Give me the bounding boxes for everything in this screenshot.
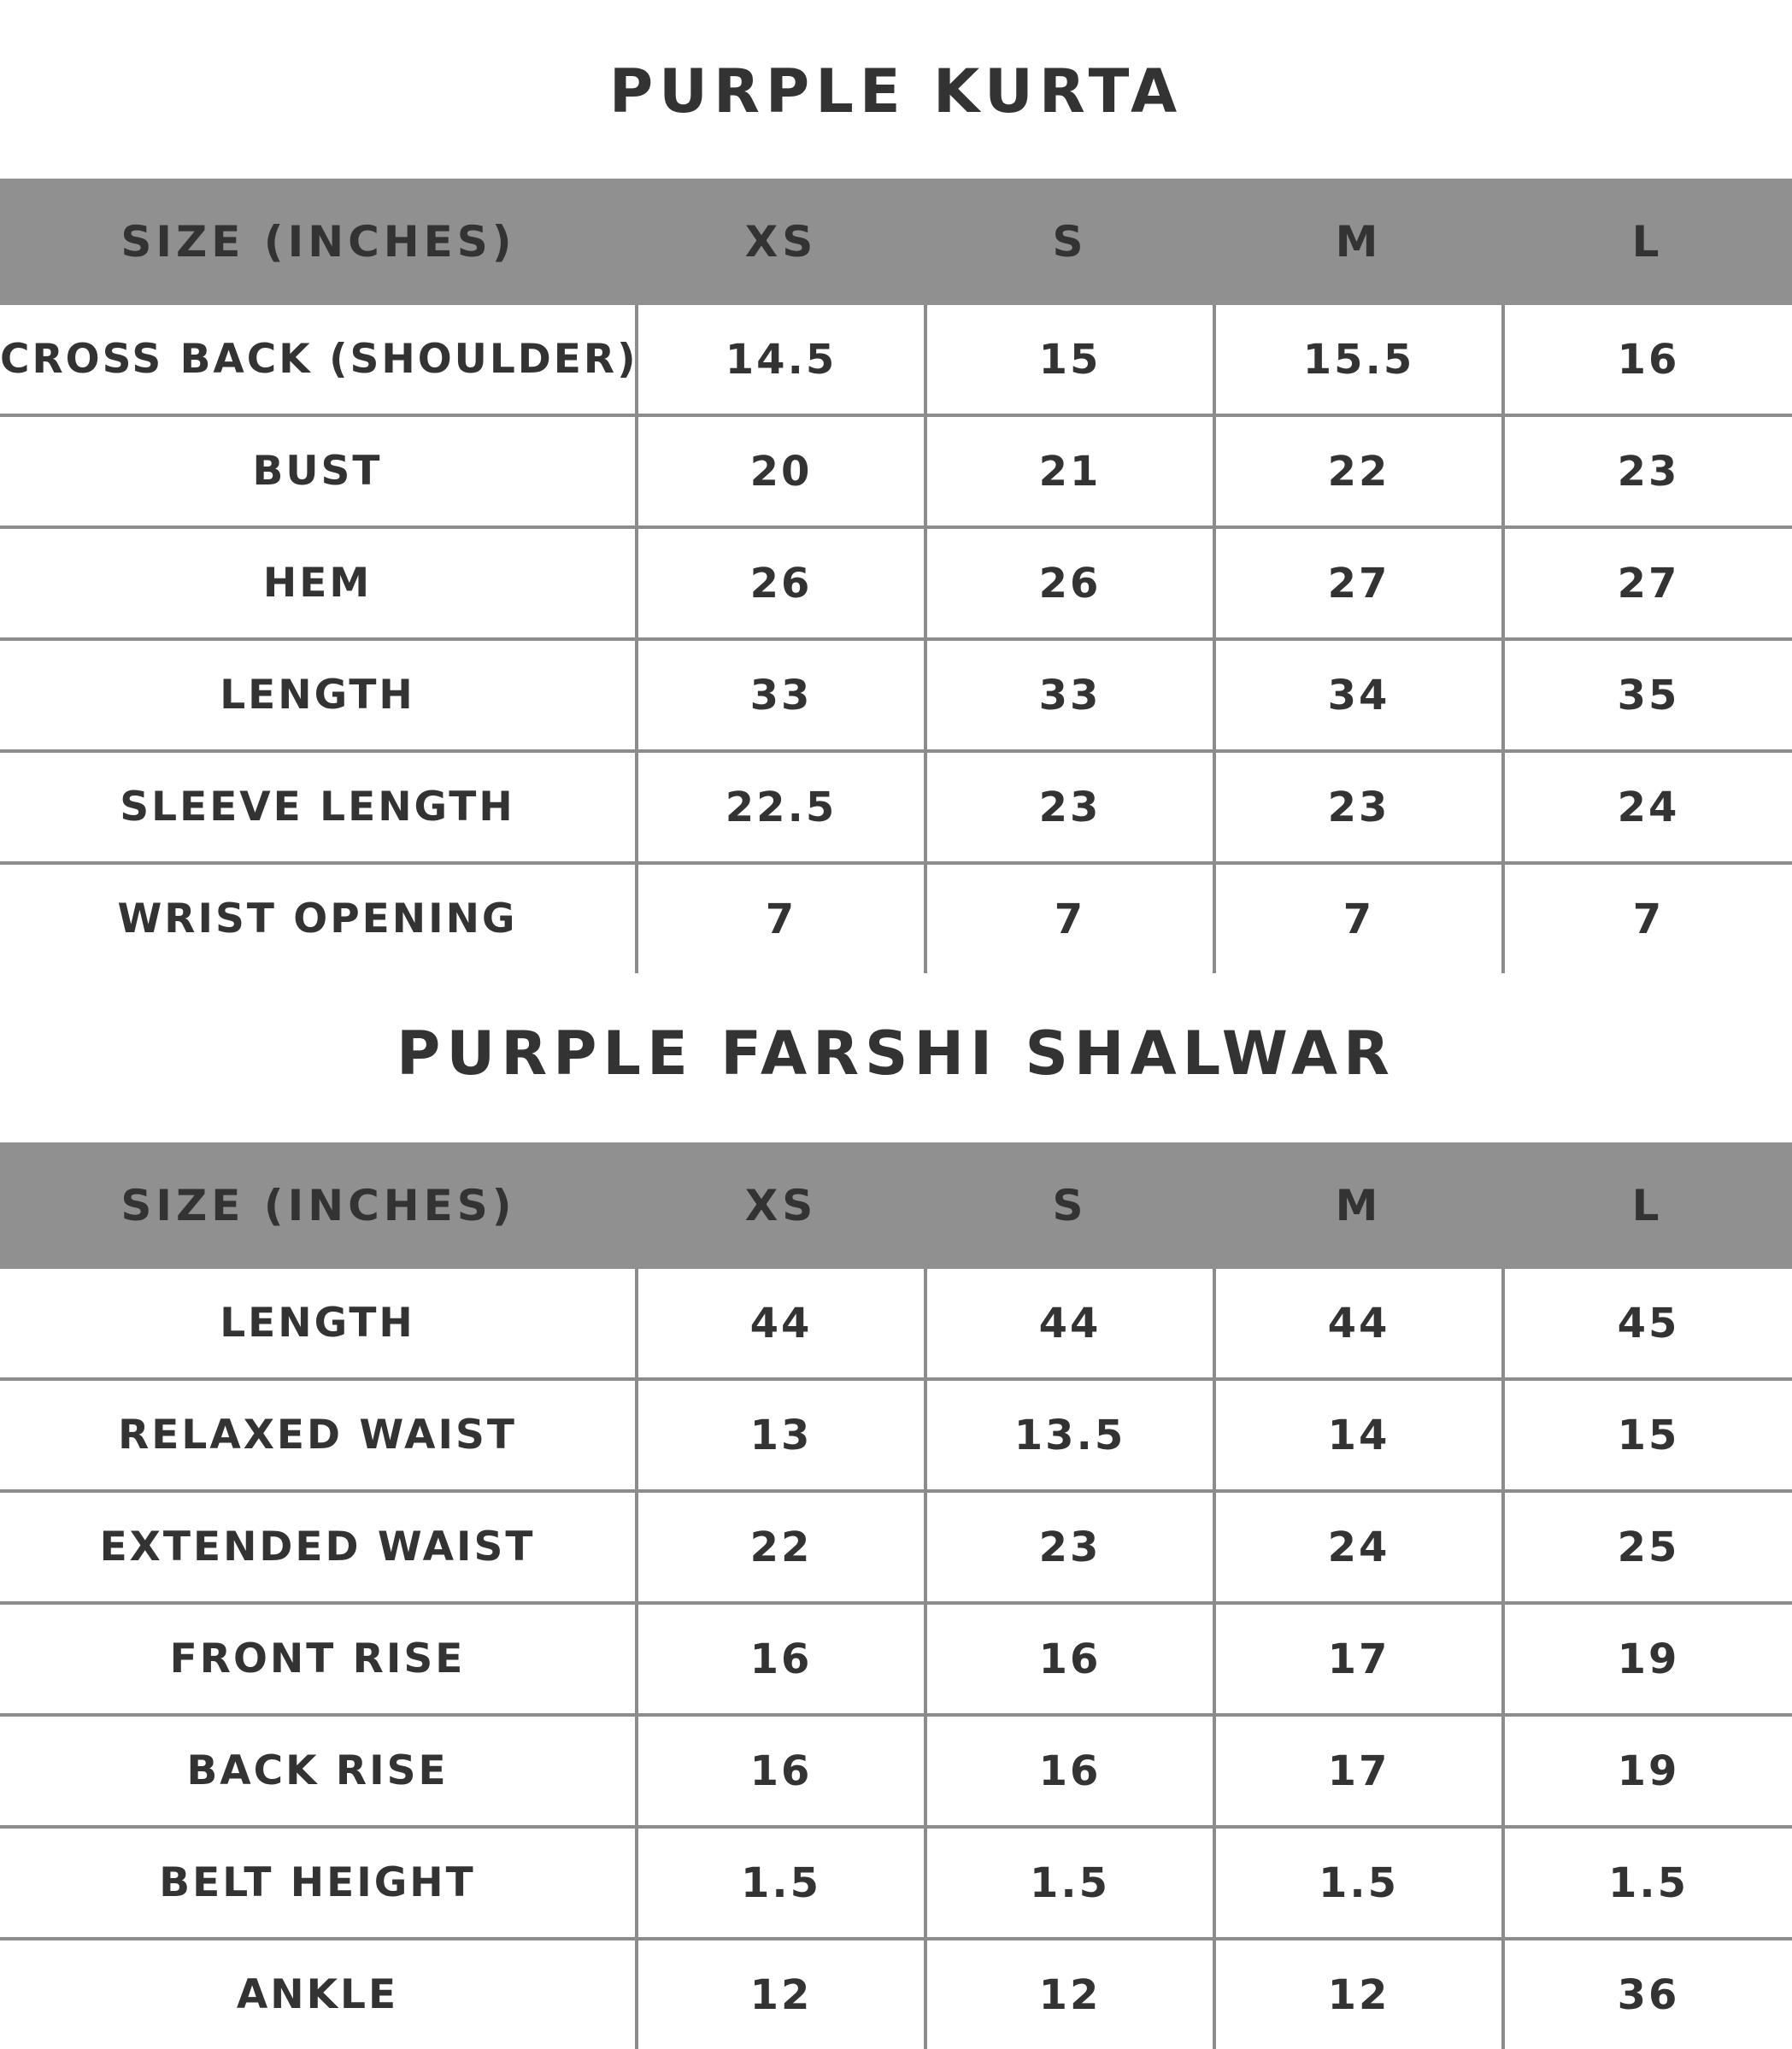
shalwar-size-table <box>0 1142 1792 2049</box>
cell-s: 13.5 <box>925 1379 1214 1491</box>
cell-s: 33 <box>925 639 1214 751</box>
cell-xs: 1.5 <box>637 1827 925 1939</box>
cell-l: 27 <box>1503 527 1792 639</box>
row-label: CROSS BACK (SHOULDER) <box>0 336 638 383</box>
cell-xs: 16 <box>637 1715 925 1827</box>
row-label: LENGTH <box>220 1300 415 1347</box>
cell-m: 15.5 <box>1214 305 1503 415</box>
cell-m: 17 <box>1214 1603 1503 1715</box>
header-size-label: SIZE (INCHES) <box>0 1142 637 1269</box>
row-label: FRONT RISE <box>0 1603 637 1715</box>
cell-m: 12 <box>1214 1939 1503 2049</box>
cell-xs: 12 <box>637 1939 925 2049</box>
row-label: BUST <box>0 415 637 527</box>
header-l: L <box>1503 179 1792 305</box>
header-xs: XS <box>637 1142 925 1269</box>
table-header-row <box>0 179 1792 305</box>
kurta-title: PURPLE KURTA <box>608 56 1184 126</box>
header-s: S <box>925 1142 1214 1269</box>
row-label: HEM <box>0 527 637 639</box>
row-label: ANKLE <box>0 1939 637 2049</box>
cell-m: 14 <box>1214 1379 1503 1491</box>
cell-xs: 22 <box>637 1491 925 1603</box>
cell-m: 34 <box>1214 639 1503 751</box>
header-l: L <box>1503 1142 1792 1269</box>
cell-m: 17 <box>1214 1715 1503 1827</box>
cell-m: 27 <box>1214 527 1503 639</box>
cell-s: 21 <box>925 415 1214 527</box>
cell-l: 19 <box>1503 1715 1792 1827</box>
row-label: BACK RISE <box>0 1715 637 1827</box>
cell-l: 19 <box>1503 1603 1792 1715</box>
cell-l: 24 <box>1503 751 1792 863</box>
cell-l: 16 <box>1503 305 1792 415</box>
header-m: M <box>1214 179 1503 305</box>
table-row <box>0 527 1792 639</box>
cell-m: 7 <box>1214 863 1503 973</box>
header-m: M <box>1214 1142 1503 1269</box>
row-label: BELT HEIGHT <box>0 1827 637 1939</box>
cell-xs: 22.5 <box>637 751 925 863</box>
cell-xs: 7 <box>637 863 925 973</box>
cell-s: 15 <box>925 305 1214 415</box>
cell-s: 23 <box>925 1491 1214 1603</box>
shalwar-title: PURPLE FARSHI SHALWAR <box>397 1019 1395 1089</box>
table-header-row <box>0 1142 1792 1269</box>
cell-l: 23 <box>1503 415 1792 527</box>
row-label: EXTENDED WAIST <box>0 1491 637 1603</box>
table-row <box>0 1715 1792 1827</box>
cell-m: 44 <box>1214 1269 1503 1379</box>
cell-l: 36 <box>1503 1939 1792 2049</box>
row-label: LENGTH <box>0 639 637 751</box>
cell-xs: 44 <box>637 1269 925 1379</box>
cell-l: 45 <box>1503 1269 1792 1379</box>
cell-m: 23 <box>1214 751 1503 863</box>
cell-m: 1.5 <box>1214 1827 1503 1939</box>
cell-xs: 14.5 <box>637 305 925 415</box>
header-s: S <box>925 179 1214 305</box>
cell-l: 7 <box>1503 863 1792 973</box>
cell-s: 12 <box>925 1939 1214 2049</box>
table-row <box>0 863 1792 973</box>
cell-l: 1.5 <box>1503 1827 1792 1939</box>
kurta-size-table <box>0 179 1792 973</box>
cell-l: 25 <box>1503 1491 1792 1603</box>
cell-l: 35 <box>1503 639 1792 751</box>
table-row <box>0 415 1792 527</box>
cell-s: 1.5 <box>925 1827 1214 1939</box>
table-row <box>0 305 1792 415</box>
cell-s: 7 <box>925 863 1214 973</box>
header-size-label: SIZE (INCHES) <box>0 179 637 305</box>
table-row <box>0 1379 1792 1491</box>
table-row <box>0 1269 1792 1379</box>
row-label: WRIST OPENING <box>0 863 637 973</box>
table-row <box>0 1827 1792 1939</box>
table-row <box>0 1491 1792 1603</box>
cell-s: 44 <box>925 1269 1214 1379</box>
row-label: RELAXED WAIST <box>0 1379 637 1491</box>
cell-s: 26 <box>925 527 1214 639</box>
cell-s: 23 <box>925 751 1214 863</box>
cell-m: 22 <box>1214 415 1503 527</box>
cell-l: 15 <box>1503 1379 1792 1491</box>
cell-xs: 16 <box>637 1603 925 1715</box>
cell-xs: 20 <box>637 415 925 527</box>
row-label: SLEEVE LENGTH <box>0 751 637 863</box>
table-row <box>0 1939 1792 2049</box>
table-row <box>0 639 1792 751</box>
cell-xs: 26 <box>637 527 925 639</box>
cell-xs: 13 <box>637 1379 925 1491</box>
cell-m: 24 <box>1214 1491 1503 1603</box>
table-row <box>0 751 1792 863</box>
cell-s: 16 <box>925 1715 1214 1827</box>
table-row <box>0 1603 1792 1715</box>
cell-s: 16 <box>925 1603 1214 1715</box>
header-xs: XS <box>637 179 925 305</box>
cell-xs: 33 <box>637 639 925 751</box>
